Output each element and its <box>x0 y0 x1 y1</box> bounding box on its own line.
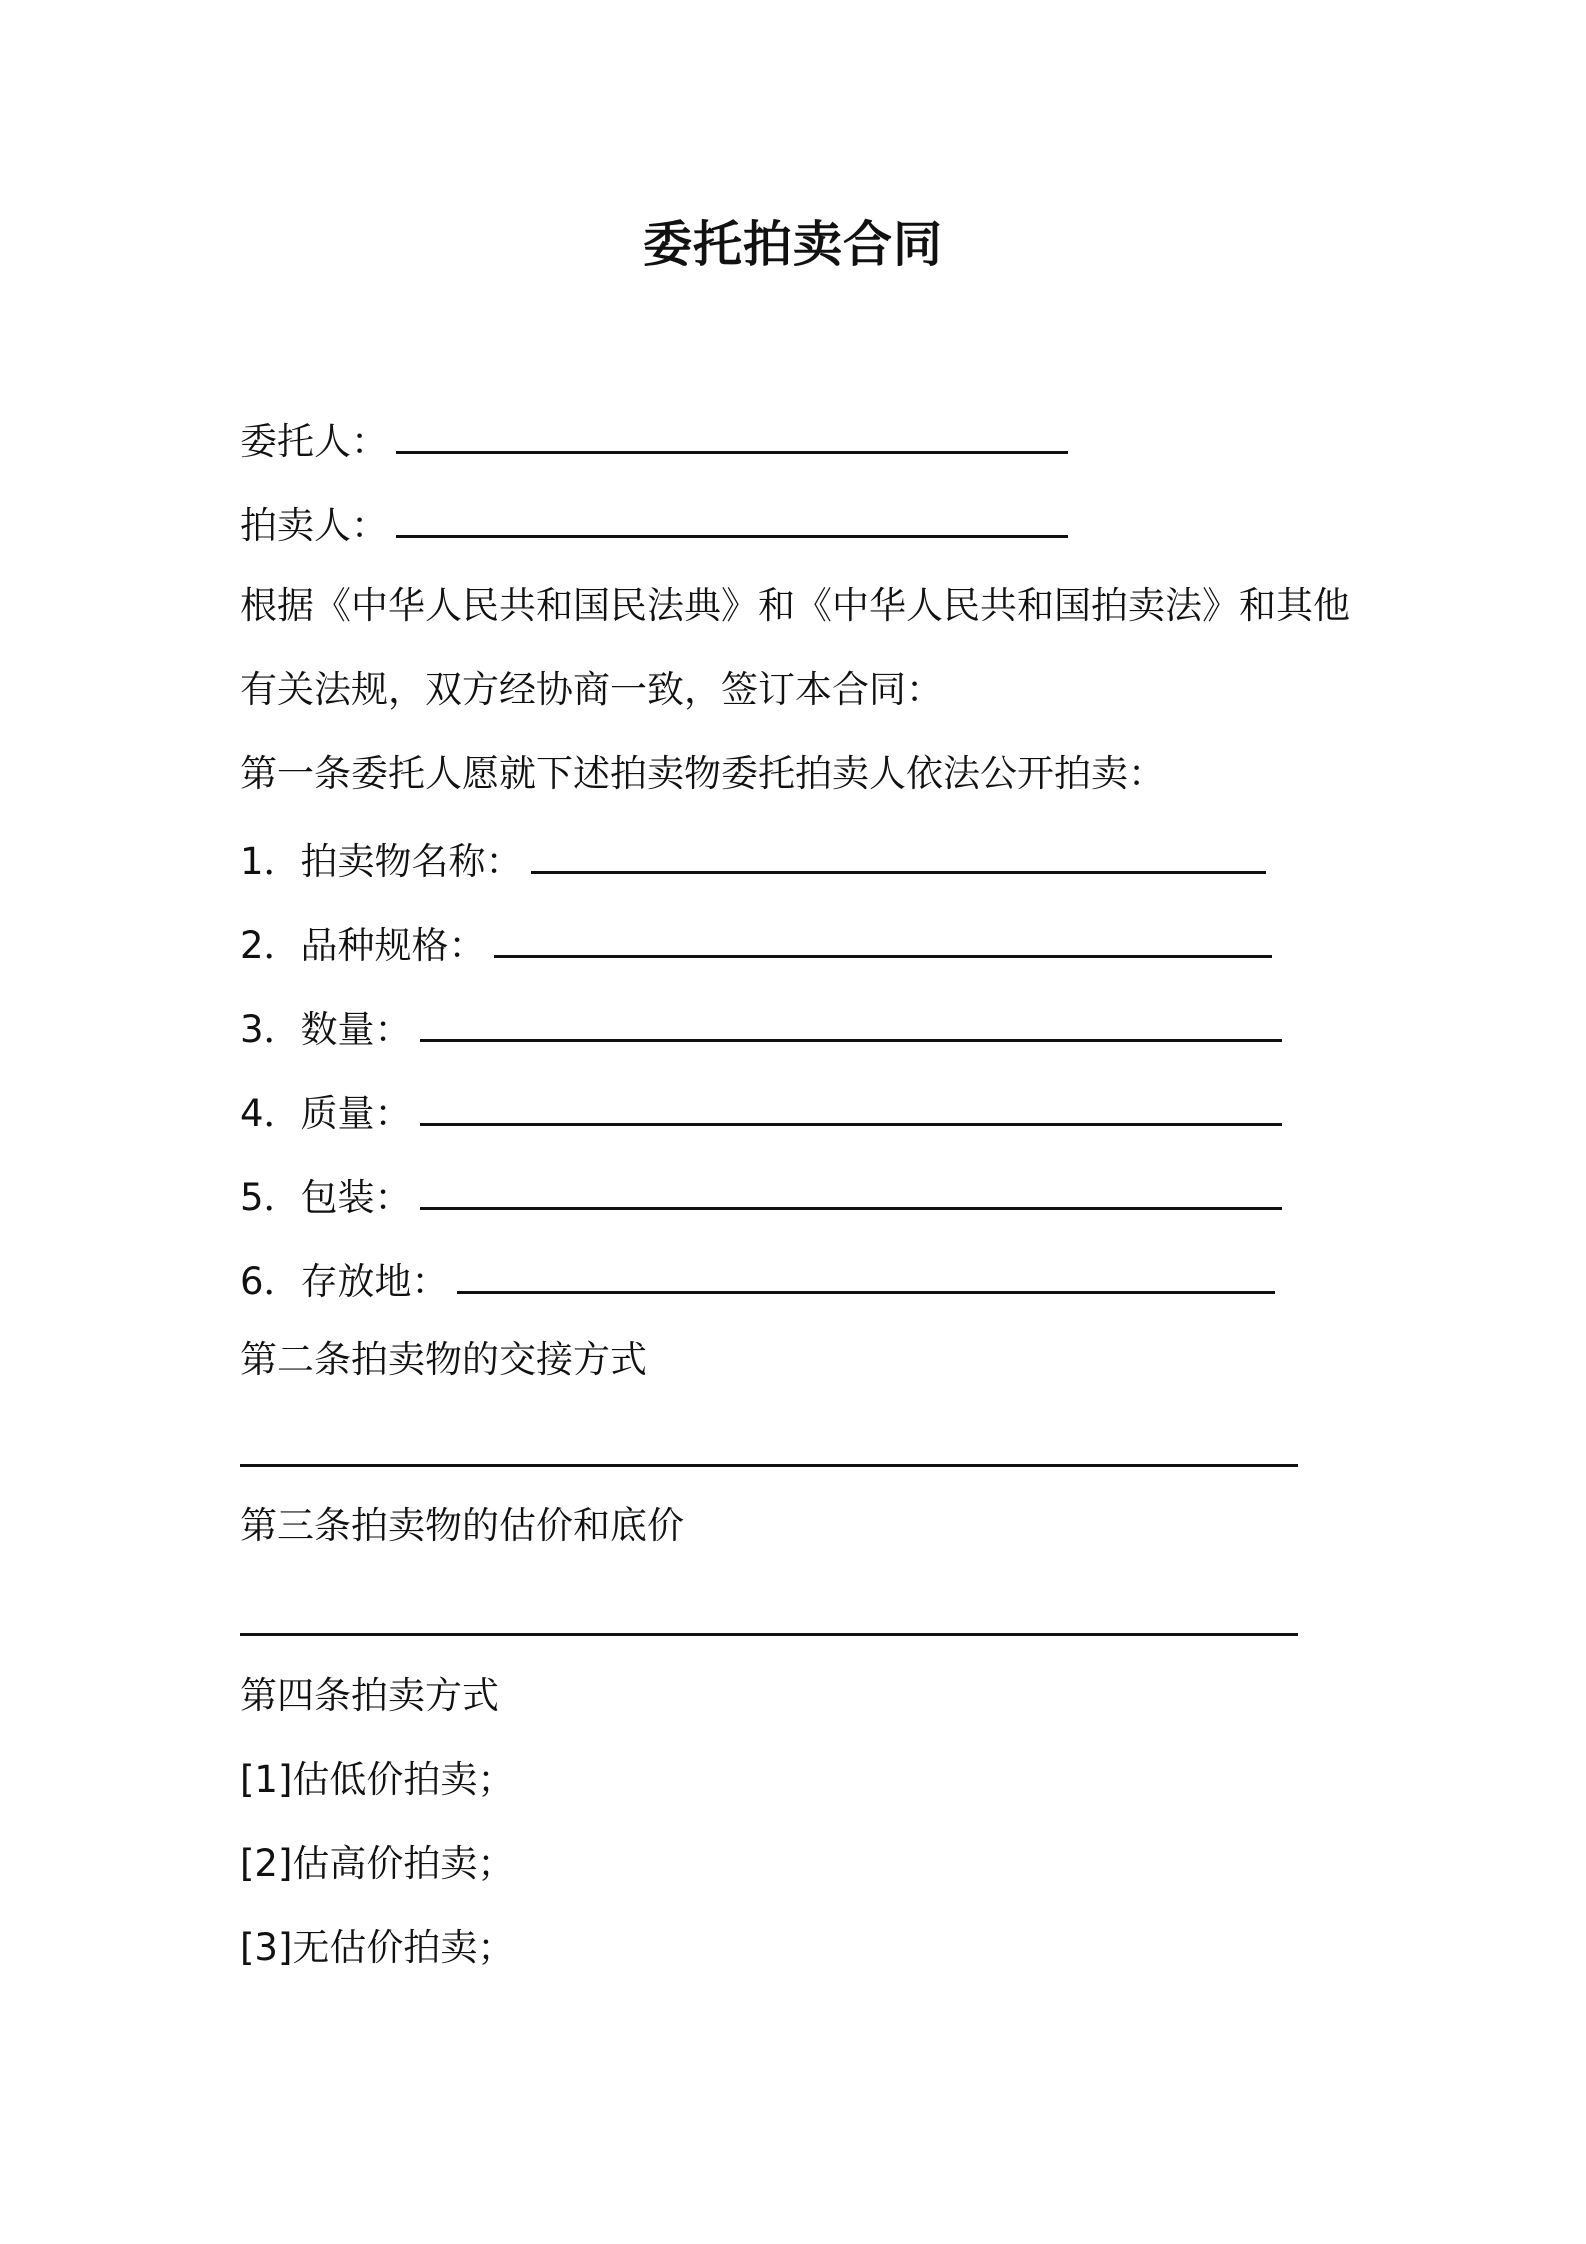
item-spec-line <box>240 920 1272 972</box>
item-quality-line <box>240 1088 1282 1140</box>
consignor-blank[interactable] <box>396 417 1068 454</box>
auctioneer-line <box>240 500 1068 552</box>
article-3-heading: 第三条拍卖物的估价和底价 <box>240 1504 684 1547</box>
consignor-label: 委托人： <box>240 420 388 463</box>
item-quantity-label: 3．数量： <box>240 1008 412 1051</box>
item-name-line <box>240 836 1266 888</box>
item-quality-label: 4．质量： <box>240 1092 412 1135</box>
item-quantity-line <box>240 1004 1282 1056</box>
preamble-line-2: 有关法规，双方经协商一致，签订本合同： <box>240 668 943 711</box>
item-name-blank[interactable] <box>531 837 1266 874</box>
article-2-blank[interactable] <box>240 1464 1298 1467</box>
article-3-blank[interactable] <box>240 1633 1298 1636</box>
item-packaging-blank[interactable] <box>420 1173 1282 1210</box>
auctioneer-blank[interactable] <box>396 501 1068 538</box>
item-quality-blank[interactable] <box>420 1089 1282 1126</box>
article-1-heading: 第一条委托人愿就下述拍卖物委托拍卖人依法公开拍卖： <box>240 752 1165 795</box>
item-quantity-blank[interactable] <box>420 1005 1282 1042</box>
item-location-line <box>240 1256 1275 1308</box>
page-title: 委托拍卖合同 <box>642 216 943 273</box>
item-name-label: 1．拍卖物名称： <box>240 840 523 883</box>
item-spec-blank[interactable] <box>494 921 1272 958</box>
option-low-estimate: [1]估低价拍卖； <box>240 1758 515 1801</box>
item-packaging-line <box>240 1172 1282 1224</box>
item-spec-label: 2．品种规格： <box>240 924 486 967</box>
article-2-heading: 第二条拍卖物的交接方式 <box>240 1338 647 1381</box>
auctioneer-label: 拍卖人： <box>240 504 388 547</box>
item-location-blank[interactable] <box>457 1257 1275 1294</box>
item-packaging-label: 5．包装： <box>240 1176 412 1219</box>
option-high-estimate: [2]估高价拍卖； <box>240 1842 515 1885</box>
article-4-heading: 第四条拍卖方式 <box>240 1674 499 1717</box>
option-no-estimate: [3]无估价拍卖； <box>240 1926 515 1969</box>
item-location-label: 6．存放地： <box>240 1260 449 1303</box>
consignor-line <box>240 416 1068 468</box>
preamble-line-1: 根据《中华人民共和国民法典》和《中华人民共和国拍卖法》和其他 <box>240 584 1350 627</box>
